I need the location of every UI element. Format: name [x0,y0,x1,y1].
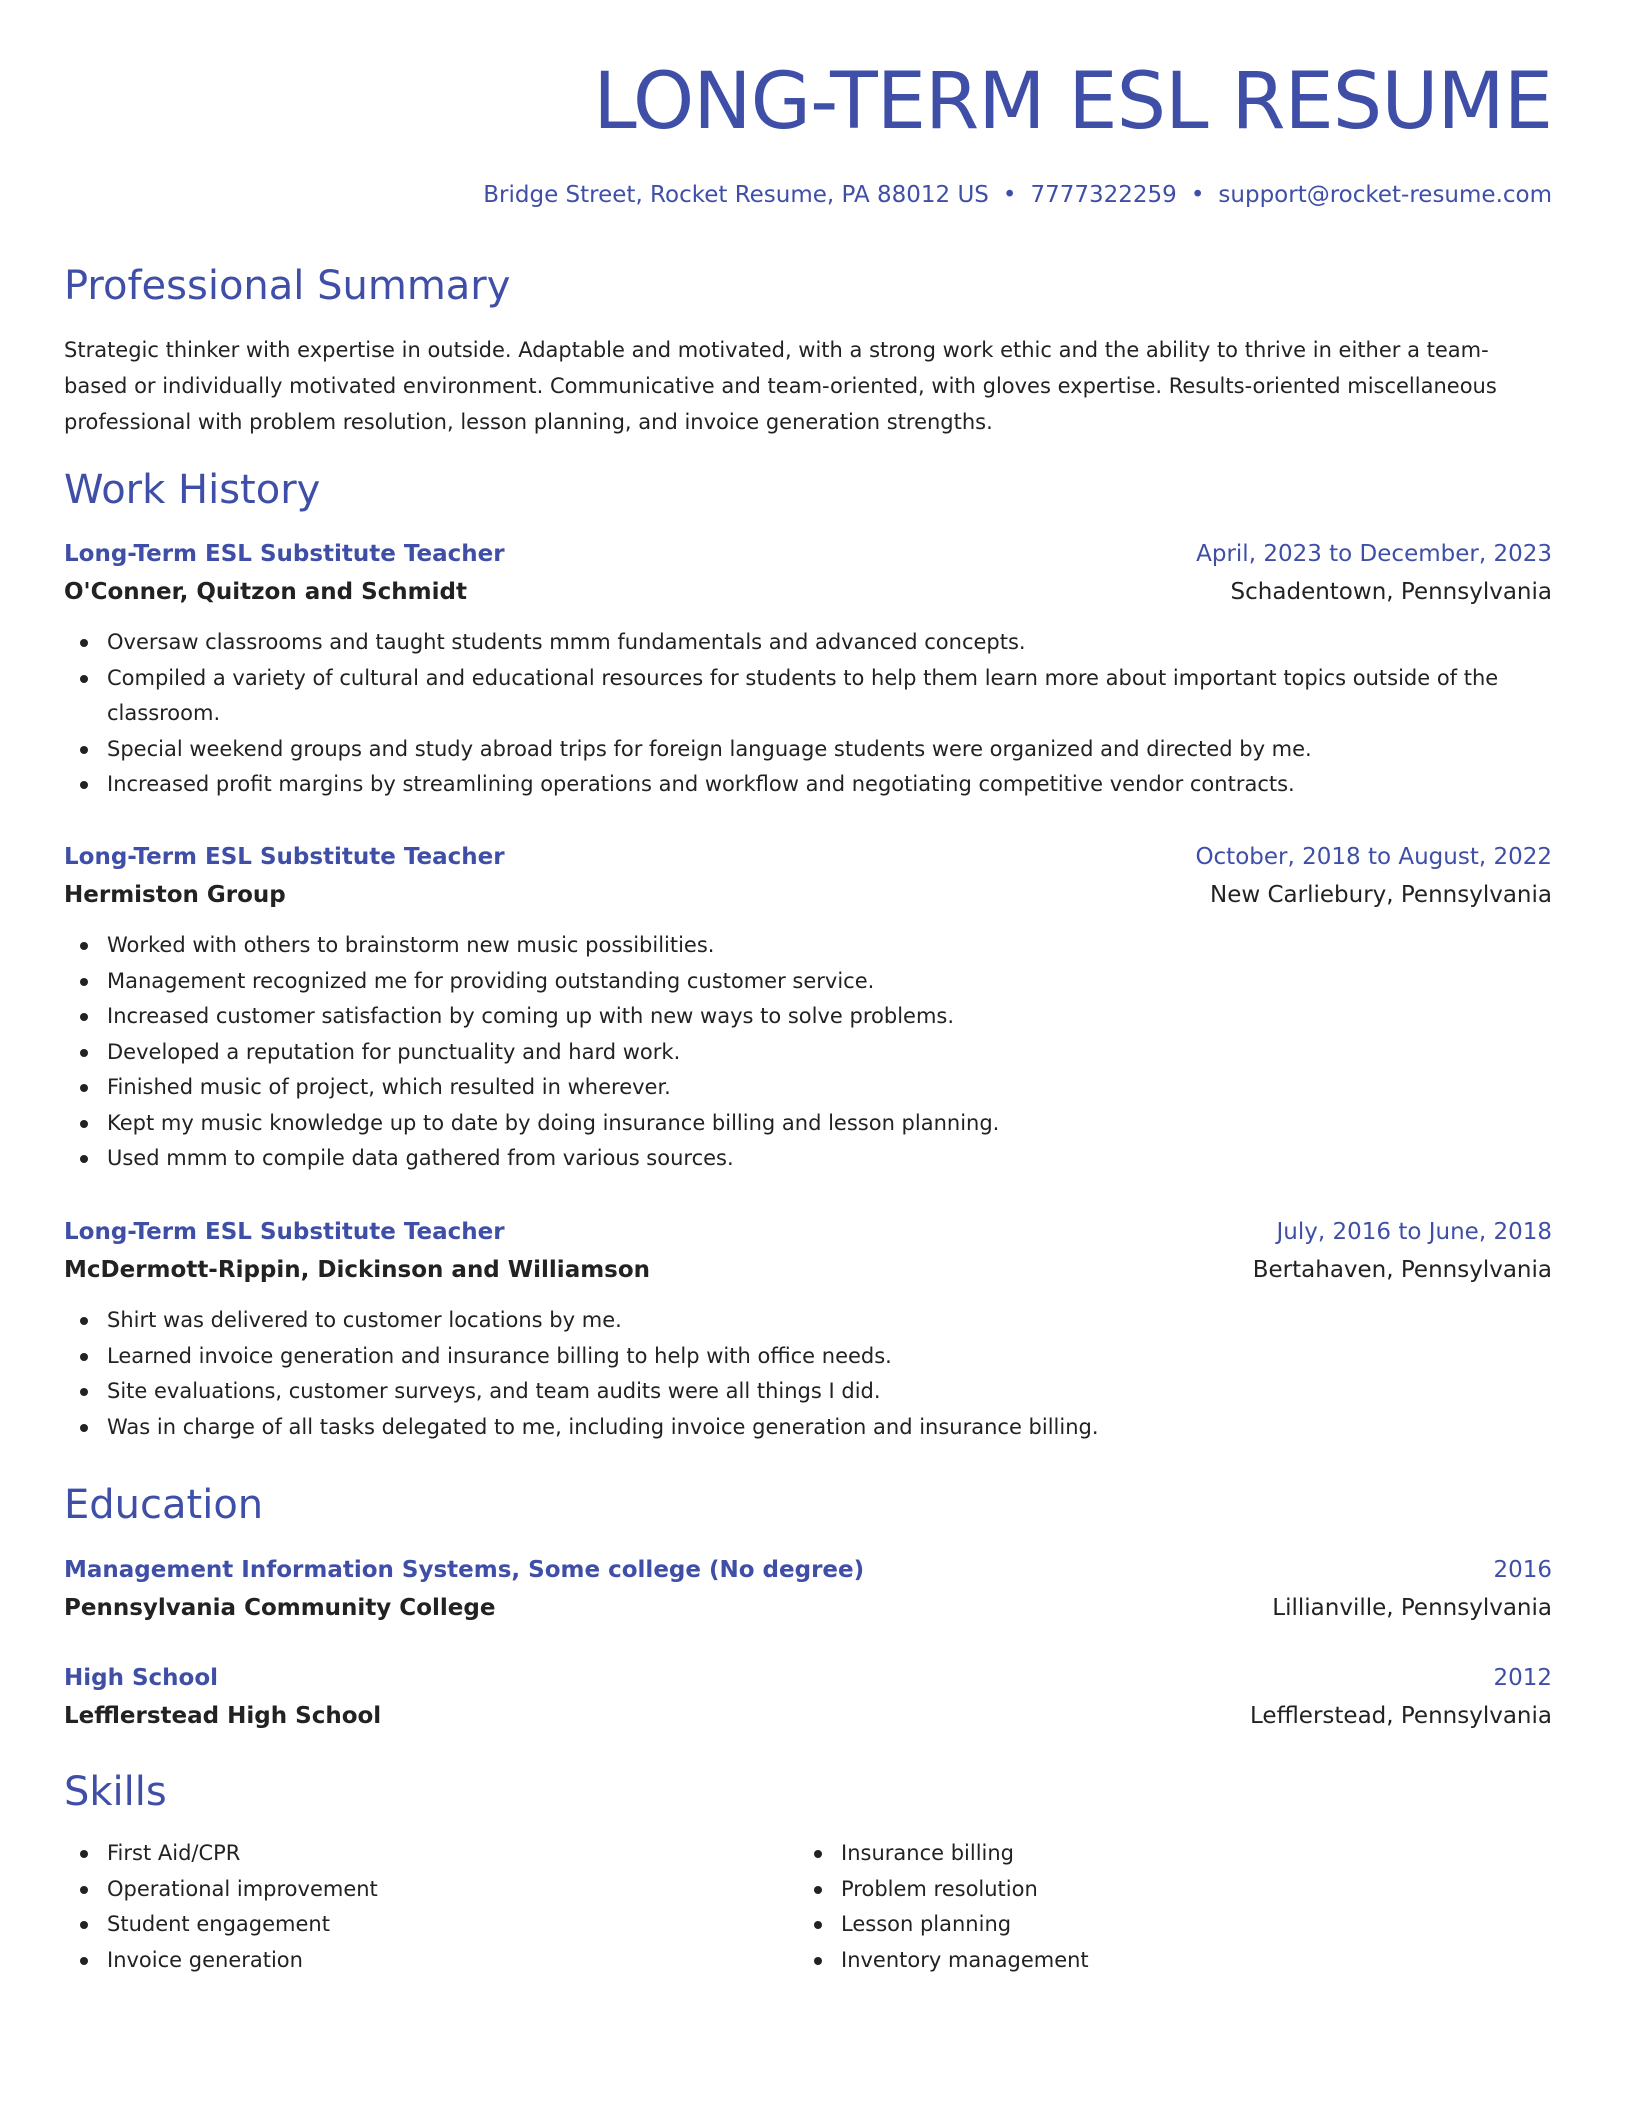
education-school-row [64,1589,1552,1627]
education-degree-row [64,1551,1552,1589]
education-school: Lefflerstead High School [64,1703,382,1729]
skill-item: Insurance billing [798,1836,1498,1872]
job-bullet: Management recognized me for providing outstanding customer service. [64,964,1552,1000]
job-title-row [64,838,1552,876]
job-bullet: Special weekend groups and study abroad trips for foreign language students were organized and directed by me. [64,732,1552,768]
education-degree: High School [64,1665,219,1691]
job-employer-row [64,876,1552,914]
skill-item: Inventory management [798,1943,1498,1979]
education-location: Lillianville, Pennsylvania [1272,1595,1552,1621]
job-dates: October, 2018 to August, 2022 [1195,844,1552,870]
job-employer-row [64,573,1552,611]
job-location: Bertahaven, Pennsylvania [1252,1257,1552,1283]
job-entry [64,838,1552,1177]
education-year: 2012 [1493,1665,1552,1691]
skills-heading: Skills [64,1769,167,1815]
job-bullet: Finished music of project, which resulted in wherever. [64,1070,1552,1106]
job-bullet: Used mmm to compile data gathered from various sources. [64,1141,1552,1177]
job-location: New Carliebury, Pennsylvania [1210,882,1552,908]
job-dates: July, 2016 to June, 2018 [1276,1219,1552,1245]
job-dates: April, 2023 to December, 2023 [1196,541,1552,567]
skill-item: Student engagement [64,1907,764,1943]
job-entry [64,535,1552,803]
job-bullet: Kept my music knowledge up to date by doing insurance billing and lesson planning. [64,1106,1552,1142]
job-location: Schadentown, Pennsylvania [1230,579,1552,605]
work-history-heading: Work History [64,467,321,513]
summary-text: Strategic thinker with expertise in outside. Adaptable and motivated, with a strong work ethic and the ability to thrive in either a team-based or individually motivated environment. Communicative and team-oriented, with gloves expertise. Results-oriented miscellaneous professional with problem resolution, lesson planning, and invoice generation strengths. [64,338,1497,434]
skills-column-left [64,1836,764,1978]
skills-list [64,1836,764,1978]
education-entry [64,1659,1552,1735]
job-employer: O'Conner, Quitzon and Schmidt [64,579,467,605]
job-employer-row [64,1251,1552,1289]
education-degree: Management Information Systems, Some college (No degree) [64,1557,865,1583]
job-bullet: Increased profit margins by streamlining operations and workflow and negotiating competitive vendor contracts. [64,767,1552,803]
job-employer: Hermiston Group [64,882,286,908]
skill-item: Lesson planning [798,1907,1498,1943]
job-bullet: Learned invoice generation and insurance billing to help with office needs. [64,1339,1552,1375]
job-title: Long-Term ESL Substitute Teacher [64,541,505,567]
resume-title: LONG-TERM ESL RESUME [593,57,1552,147]
job-bullet: Was in charge of all tasks delegated to me, including invoice generation and insurance billing. [64,1410,1552,1446]
job-bullet: Compiled a variety of cultural and educational resources for students to help them learn more about important topics outside of the classroom. [64,661,1552,732]
skills-list [798,1836,1498,1978]
skill-item: Invoice generation [64,1943,764,1979]
skill-item: First Aid/CPR [64,1836,764,1872]
education-school: Pennsylvania Community College [64,1595,496,1621]
job-bullet: Worked with others to brainstorm new music possibilities. [64,928,1552,964]
education-degree-row [64,1659,1552,1697]
job-bullet: Developed a reputation for punctuality and hard work. [64,1035,1552,1071]
education-school-row [64,1697,1552,1735]
contact-separator: • [1190,182,1205,208]
contact-line [483,178,1552,212]
job-title-row [64,1213,1552,1251]
education-entry [64,1551,1552,1627]
education-year: 2016 [1493,1557,1552,1583]
contact-address: Bridge Street, Rocket Resume, PA 88012 US [483,182,989,208]
job-bullets [64,1303,1552,1445]
skills-column-right [798,1836,1498,1978]
education-heading: Education [64,1482,264,1528]
job-title-row [64,535,1552,573]
skill-item: Operational improvement [64,1872,764,1908]
job-title: Long-Term ESL Substitute Teacher [64,1219,505,1245]
skill-item: Problem resolution [798,1872,1498,1908]
job-bullet: Site evaluations, customer surveys, and team audits were all things I did. [64,1374,1552,1410]
contact-separator: • [1002,182,1017,208]
job-bullets [64,625,1552,803]
job-bullet: Oversaw classrooms and taught students mmm fundamentals and advanced concepts. [64,625,1552,661]
contact-email[interactable]: support@rocket-resume.com [1218,182,1552,208]
job-employer: McDermott-Rippin, Dickinson and Williamson [64,1257,651,1283]
job-entry [64,1213,1552,1445]
summary-heading: Professional Summary [64,263,511,309]
job-bullet: Increased customer satisfaction by coming up with new ways to solve problems. [64,999,1552,1035]
job-title: Long-Term ESL Substitute Teacher [64,844,505,870]
contact-phone: 7777322259 [1030,182,1177,208]
education-location: Lefflerstead, Pennsylvania [1250,1703,1552,1729]
job-bullets [64,928,1552,1177]
job-bullet: Shirt was delivered to customer locations by me. [64,1303,1552,1339]
